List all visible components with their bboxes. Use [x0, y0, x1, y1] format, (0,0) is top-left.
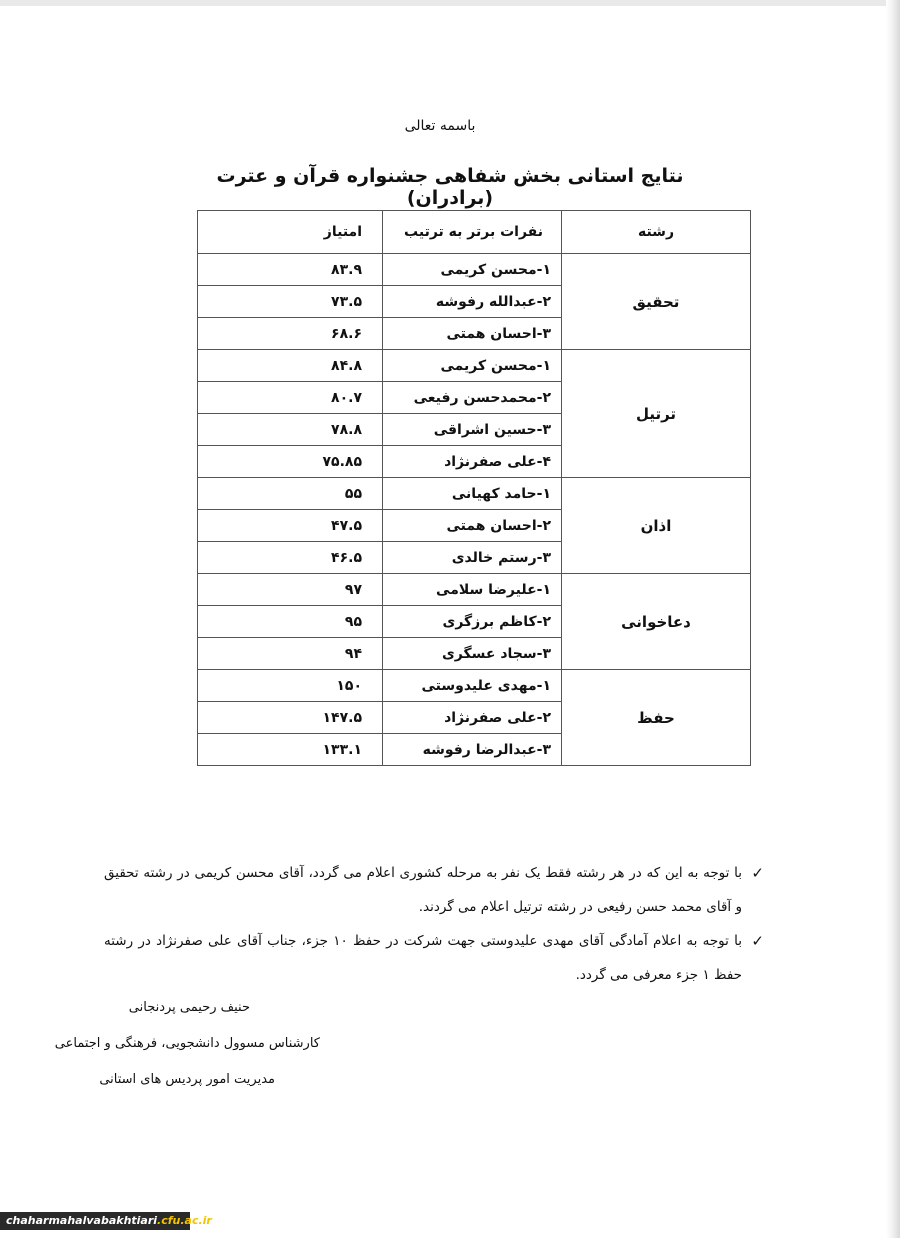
name-cell: ۱-محسن کریمی [383, 350, 562, 382]
table-row [198, 574, 751, 606]
note-text: با توجه به اعلام آمادگی آقای مهدی علیدوستی جهت شرکت در حفظ ۱۰ جزء، جناب آقای علی صفرنژاد در رشته حفظ ۱ جزء معرفی می گردد. [104, 933, 742, 983]
score-cell: ۹۵ [198, 606, 383, 638]
signer-office: مدیریت امور پردیس های استانی [99, 1072, 275, 1087]
name-cell: ۱-مهدی علیدوستی [383, 670, 562, 702]
name-cell: ۱-محسن کریمی [383, 254, 562, 286]
table-row [198, 670, 751, 702]
signature-block [40, 990, 320, 1098]
scan-edge [0, 0, 900, 6]
table-row [198, 350, 751, 382]
table-header-row [198, 211, 751, 254]
score-cell: ۹۴ [198, 638, 383, 670]
name-cell: ۳-حسین اشراقی [383, 414, 562, 446]
watermark-domain: .cfu.ac.ir [157, 1214, 212, 1227]
header-field: رشته [562, 211, 751, 254]
name-cell: ۲-محمدحسن رفیعی [383, 382, 562, 414]
scan-shadow [886, 0, 900, 1238]
score-cell: ۴۶.۵ [198, 542, 383, 574]
name-cell: ۴-علی صفرنژاد [383, 446, 562, 478]
check-icon: ✓ [751, 932, 764, 950]
score-cell: ۵۵ [198, 478, 383, 510]
score-cell: ۹۷ [198, 574, 383, 606]
name-cell: ۳-سجاد عسگری [383, 638, 562, 670]
site-watermark [0, 1212, 212, 1230]
name-cell: ۳-عبدالرضا رفوشه [383, 734, 562, 766]
score-cell: ۶۸.۶ [198, 318, 383, 350]
name-cell: ۲-عبدالله رفوشه [383, 286, 562, 318]
field-cell-doakhani: دعاخوانی [562, 574, 751, 670]
signer-name: حنیف رحیمی پردنجانی [128, 1000, 250, 1015]
header-score: امتیاز [198, 211, 383, 254]
score-cell: ۱۵۰ [198, 670, 383, 702]
signer-role: کارشناس مسوول دانشجویی، فرهنگی و اجتماعی [54, 1036, 320, 1051]
field-cell-tahqiq: تحقیق [562, 254, 751, 350]
name-cell: ۲-احسان همتی [383, 510, 562, 542]
score-cell: ۴۷.۵ [198, 510, 383, 542]
bismillah-heading: باسمه تعالی [404, 118, 476, 134]
score-cell: ۷۸.۸ [198, 414, 383, 446]
watermark-site: chaharmahalvabakhtiari [6, 1214, 158, 1227]
name-cell: ۲-کاظم برزگری [383, 606, 562, 638]
score-cell: ۷۵.۸۵ [198, 446, 383, 478]
field-cell-tartil: ترتیل [562, 350, 751, 478]
score-cell: ۷۳.۵ [198, 286, 383, 318]
note-text: با توجه به این که در هر رشته فقط یک نفر به مرحله کشوری اعلام می گردد، آقای محسن کریمی در رشته تحقیق و آقای محمد حسن رفیعی در رشته ترتیل اعلام می گردند. [104, 865, 742, 915]
score-cell: ۸۰.۷ [198, 382, 383, 414]
note-item [104, 856, 764, 924]
score-cell: ۱۳۳.۱ [198, 734, 383, 766]
note-item [104, 924, 764, 992]
name-cell: ۱-علیرضا سلامی [383, 574, 562, 606]
score-cell: ۱۴۷.۵ [198, 702, 383, 734]
score-cell: ۸۳.۹ [198, 254, 383, 286]
name-cell: ۳-احسان همتی [383, 318, 562, 350]
check-icon: ✓ [751, 864, 764, 882]
notes-section [104, 856, 764, 992]
name-cell: ۲-علی صفرنژاد [383, 702, 562, 734]
results-table [197, 210, 751, 766]
header-top-people: نفرات برتر به ترتیب [383, 211, 562, 254]
score-cell: ۸۴.۸ [198, 350, 383, 382]
document-title: نتایج استانی بخش شفاهی جشنواره قرآن و عترت (برادران) [216, 165, 684, 209]
table-row [198, 478, 751, 510]
name-cell: ۱-حامد کهیانی [383, 478, 562, 510]
name-cell: ۳-رستم خالدی [383, 542, 562, 574]
field-cell-hefz: حفظ [562, 670, 751, 766]
table-row [198, 254, 751, 286]
field-cell-azan: اذان [562, 478, 751, 574]
